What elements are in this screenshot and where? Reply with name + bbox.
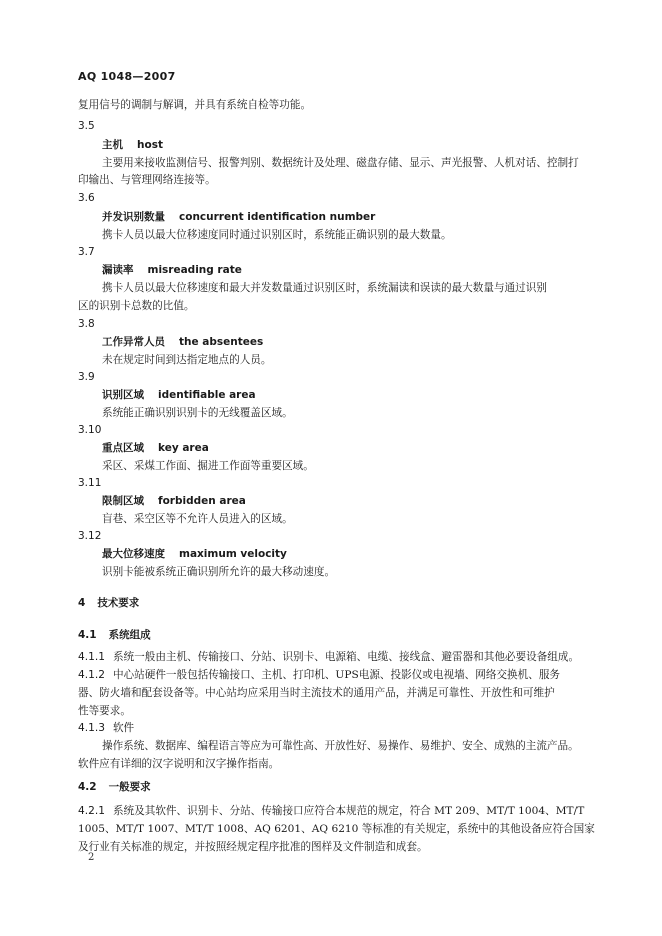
term-en: key area bbox=[158, 442, 209, 454]
numbered-paragraph bbox=[78, 650, 579, 664]
definition-line: 主要用来接收监测信号、报警判别、数据统计及处理、磁盘存储、显示、声光报警、人机对话、控制打 bbox=[102, 157, 579, 169]
section-number: 4.1 bbox=[78, 629, 97, 641]
section-title: 一般要求 bbox=[108, 781, 151, 793]
definition-line: 区的识别卡总数的比值。 bbox=[78, 300, 195, 312]
term-cn: 最大位移速度 bbox=[102, 548, 165, 560]
subsection-heading bbox=[78, 628, 151, 642]
document-code: AQ 1048—2007 bbox=[78, 70, 176, 83]
clause-number: 3.6 bbox=[78, 192, 95, 204]
paragraph-line: 复用信号的调制与解调，并具有系统自检等功能。 bbox=[78, 99, 312, 111]
section-number: 4.2 bbox=[78, 781, 97, 793]
paragraph-text: 系统一般由主机、传输接口、分站、识别卡、电源箱、电缆、接线盒、避雷器和其他必要设备组成。 bbox=[112, 651, 580, 663]
term-en: host bbox=[137, 139, 163, 151]
section-number: 4 bbox=[78, 597, 86, 609]
definition-line: 携卡人员以最大位移速度和最大并发数量通过识别区时，系统漏读和误读的最大数量与通过识别 bbox=[102, 282, 547, 294]
numbered-paragraph bbox=[78, 721, 134, 735]
definition-line: 系统能正确识别识别卡的无线覆盖区域。 bbox=[102, 407, 293, 419]
definition-line: 识别卡能被系统正确识别所允许的最大移动速度。 bbox=[102, 566, 336, 578]
paragraph-line: 软件应有详细的汉字说明和汉字操作指南。 bbox=[78, 758, 280, 770]
paragraph-text: 中心站硬件一般包括传输接口、主机、打印机、UPS电源、投影仪或电视墙、网络交换机、服务 bbox=[112, 669, 561, 681]
section-title: 系统组成 bbox=[108, 629, 151, 641]
paragraph-line: 性等要求。 bbox=[78, 705, 131, 717]
term-cn: 并发识别数量 bbox=[102, 211, 165, 223]
subsection-heading bbox=[78, 780, 151, 794]
term-cn: 主机 bbox=[102, 139, 123, 151]
clause-number: 3.12 bbox=[78, 530, 102, 542]
term-heading bbox=[102, 547, 287, 561]
term-heading bbox=[102, 138, 163, 152]
numbered-paragraph bbox=[78, 804, 584, 818]
clause-number: 3.10 bbox=[78, 424, 102, 436]
paragraph-line: 1005、MT/T 1007、MT/T 1008、AQ 6201、AQ 6210 等标准的有关规定，系统中的其他设备应符合国家 bbox=[78, 823, 595, 835]
paragraph-number: 4.1.1 bbox=[78, 651, 105, 663]
paragraph-line: 操作系统、数据库、编程语言等应为可靠性高、开放性好、易操作、易维护、安全、成熟的主流产品。 bbox=[102, 740, 579, 752]
definition-line: 印输出、与管理网络连接等。 bbox=[78, 174, 216, 186]
paragraph-text: 系统及其软件、识别卡、分站、传输接口应符合本规范的规定，符合 MT 209、MT/T 1004、MT/T bbox=[112, 805, 585, 817]
term-heading bbox=[102, 335, 263, 349]
term-heading bbox=[102, 263, 242, 277]
section-title: 技术要求 bbox=[97, 597, 140, 609]
numbered-paragraph bbox=[78, 668, 560, 682]
clause-number: 3.8 bbox=[78, 318, 95, 330]
term-heading bbox=[102, 210, 375, 224]
term-heading bbox=[102, 388, 256, 402]
term-en: forbidden area bbox=[158, 495, 246, 507]
definition-line: 携卡人员以最大位移速度同时通过识别区时，系统能正确识别的最大数量。 bbox=[102, 229, 452, 241]
term-en: maximum velocity bbox=[179, 548, 287, 560]
term-en: misreading rate bbox=[147, 264, 242, 276]
clause-number: 3.7 bbox=[78, 246, 95, 258]
term-en: the absentees bbox=[179, 336, 264, 348]
definition-line: 未在规定时间到达指定地点的人员。 bbox=[102, 354, 272, 366]
paragraph-number: 4.1.3 bbox=[78, 722, 105, 734]
term-en: identifiable area bbox=[158, 389, 256, 401]
paragraph-title: 软件 bbox=[112, 722, 135, 734]
clause-number: 3.11 bbox=[78, 477, 102, 489]
term-cn: 识别区域 bbox=[102, 389, 144, 401]
term-heading bbox=[102, 494, 246, 508]
clause-number: 3.9 bbox=[78, 371, 95, 383]
definition-line: 盲巷、采空区等不允许人员进入的区域。 bbox=[102, 513, 293, 525]
paragraph-number: 4.1.2 bbox=[78, 669, 105, 681]
paragraph-line: 及行业有关标准的规定，并按照经规定程序批准的图样及文件制造和成套。 bbox=[78, 841, 428, 853]
term-cn: 限制区域 bbox=[102, 495, 144, 507]
term-cn: 工作异常人员 bbox=[102, 336, 165, 348]
term-en: concurrent identification number bbox=[179, 211, 376, 223]
page-number: 2 bbox=[88, 852, 95, 863]
term-cn: 漏读率 bbox=[102, 264, 134, 276]
clause-number: 3.5 bbox=[78, 120, 95, 132]
paragraph-line: 器、防火墙和配套设备等。中心站均应采用当时主流技术的通用产品，并满足可靠性、开放性和可维护 bbox=[78, 687, 555, 699]
term-heading bbox=[102, 441, 209, 455]
section-heading bbox=[78, 596, 139, 610]
term-cn: 重点区域 bbox=[102, 442, 144, 454]
definition-line: 采区、采煤工作面、掘进工作面等重要区域。 bbox=[102, 460, 314, 472]
paragraph-number: 4.2.1 bbox=[78, 805, 105, 817]
